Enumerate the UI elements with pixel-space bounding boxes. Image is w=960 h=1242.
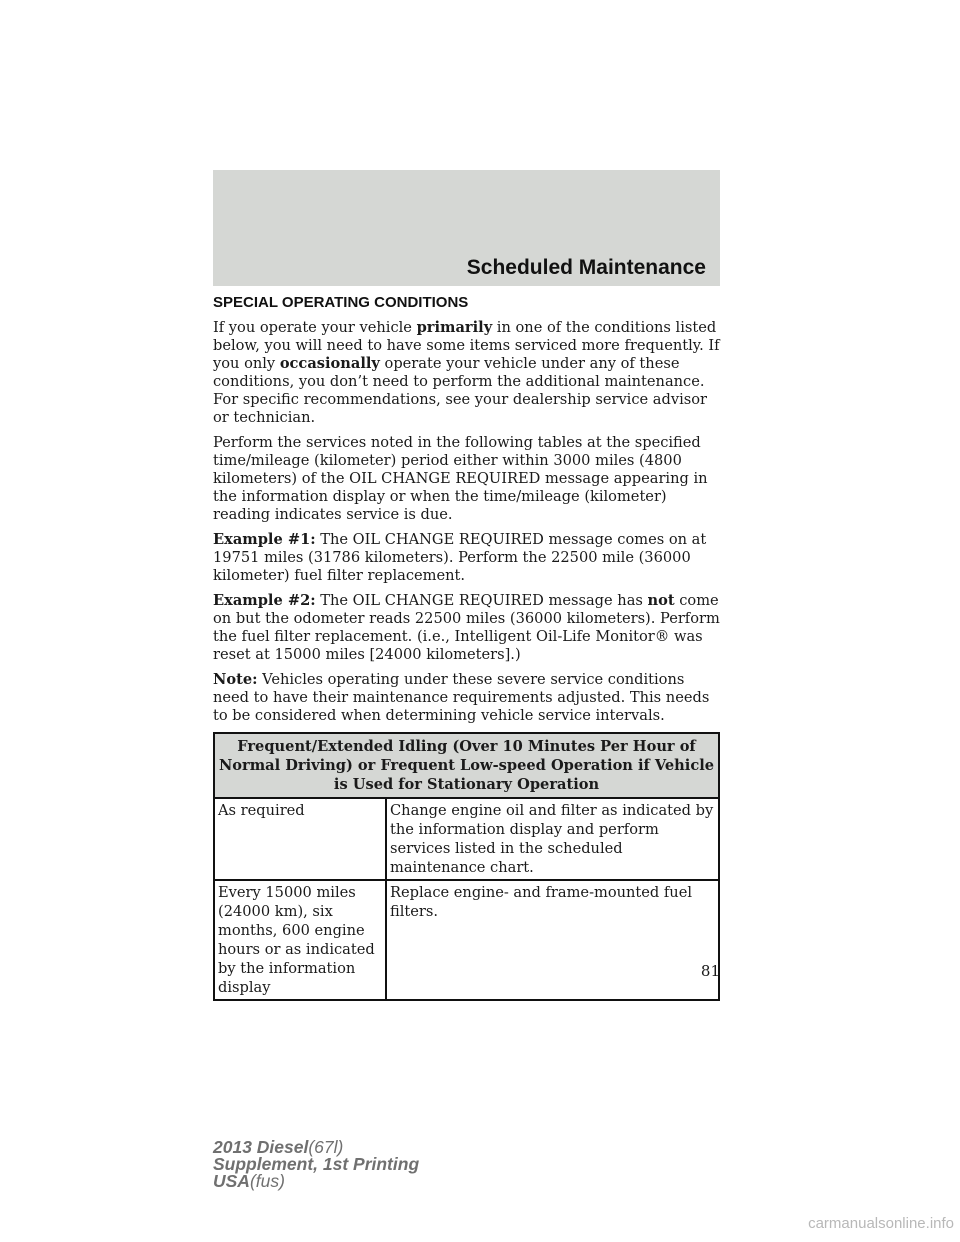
action-cell: Replace engine- and frame-mounted fuel filters. [386,880,719,1000]
interval-cell: As required [214,798,386,880]
section-header-title: Scheduled Maintenance [466,256,706,279]
intro-text-3: operate your vehicle under any of these conditions, you don’t need to perform the additional maintenance. For specific recommendations, see your dealership service advisor or technician. [213,355,708,426]
example-2-text-1: The OIL CHANGE REQUIRED message has [315,592,648,609]
footer-line-2: Supplement, 1st Printing [213,1154,420,1174]
note-label: Note: [213,671,258,688]
intro-paragraph [213,319,720,427]
table-row [214,798,719,880]
footer-model-code: (67l) [308,1137,344,1157]
example-2-paragraph [213,592,720,664]
footer-model: 2013 Diesel [213,1137,309,1157]
footer-market-code: (fus) [249,1171,285,1191]
emphasis-occasionally: occasionally [279,355,380,372]
print-footer [213,1139,419,1190]
section-heading: SPECIAL OPERATING CONDITIONS [213,294,469,311]
emphasis-not: not [647,592,675,609]
intro-text-1: If you operate your vehicle [213,319,417,336]
example-1-text: The OIL CHANGE REQUIRED message comes on at 19751 miles (31786 kilometers). Perform the 22500 mile (36000 kilometer) fuel filter replacement. [213,531,707,584]
footer-market: USA [213,1171,250,1191]
example-1-paragraph [213,531,720,585]
example-2-label: Example #2: [213,592,316,609]
note-paragraph [213,671,720,725]
table-row [214,880,719,1000]
table-header-row [214,733,719,798]
emphasis-primarily: primarily [416,319,493,336]
page-number: 81 [700,962,720,980]
note-text: Vehicles operating under these severe service conditions need to have their maintenance requirements adjusted. This needs to be considered when determining vehicle service intervals. [213,671,710,724]
interval-cell: Every 15000 miles (24000 km), six months, 600 engine hours or as indicated by the information display [214,880,386,1000]
watermark: carmanualsonline.info [808,1215,954,1232]
intro-text-2: in one of the conditions listed below, you will need to have some items serviced more frequently. If you only [213,319,720,372]
maintenance-table [213,732,720,1001]
example-1-label: Example #1: [213,531,316,548]
section-header-band [213,170,720,286]
services-paragraph: Perform the services noted in the following tables at the specified time/mileage (kilometer) period either within 3000 miles (4800 kilometers) of the OIL CHANGE REQUIRED message appearing in the information display or when the time/mileage (kilometer) reading indicates service is due. [213,434,708,523]
table-header: Frequent/Extended Idling (Over 10 Minutes Per Hour of Normal Driving) or Frequent Low-speed Operation if Vehicle is Used for Stationary Operation [214,733,719,798]
example-2-text-2: come on but the odometer reads 22500 miles (36000 kilometers). Perform the fuel filter replacement. (i.e., Intelligent Oil-Life Monitor® was reset at 15000 miles [24000 kilometers].) [213,592,720,663]
action-cell: Change engine oil and filter as indicated by the information display and perform services listed in the scheduled maintenance chart. [386,798,719,880]
page-content [213,294,720,1001]
footer-line-3 [213,1173,419,1190]
